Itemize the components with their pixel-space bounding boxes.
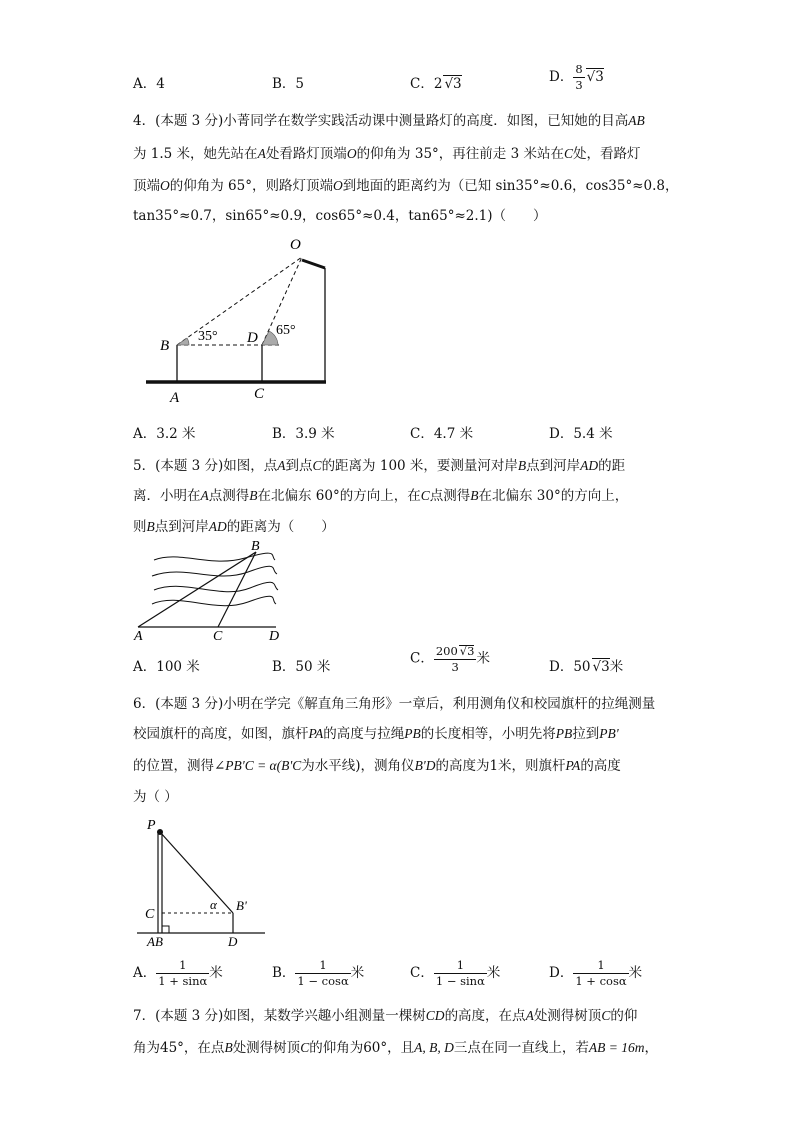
- q4-option-c: C．4.7 米: [410, 426, 474, 442]
- label-b: B: [160, 338, 170, 354]
- q4-option-a: A．3.2 米: [133, 426, 196, 442]
- q6-line-3: 的位置，测得∠PB'C = α(B'C为水平线)，测角仪B'D的高度为1米，则旗杆PA的高度: [133, 758, 621, 774]
- label-d: D: [269, 629, 280, 644]
- q7-line-1: 7．(本题 3 分)如图，某数学兴趣小组测量一棵树CD的高度，在点A处测得树顶C的仰: [133, 1008, 638, 1024]
- q6-line-4: 为（ ）: [133, 789, 178, 805]
- q3-option-c: C．2 √3: [410, 76, 462, 92]
- q3-option-d: D． $\frac{8}{3}$ √3: [549, 62, 604, 92]
- q4-line-3: 顶端O的仰角为 65°，则路灯顶端O到地面的距离约为（已知 sin35°≈0.6，cos35°≈0.8，: [133, 178, 679, 194]
- q5-option-c: C． $\frac{200 √3}{3}$ 米: [410, 644, 490, 674]
- q6-line-2: 校园旗杆的高度，如图，旗杆PA的高度与拉绳PB的长度相等，小明先将PB拉到PB': [133, 726, 619, 742]
- label-o: O: [290, 237, 301, 253]
- river-wave-3: [154, 582, 278, 591]
- label-c: C: [213, 629, 223, 644]
- q5-line-1: 5．(本题 3 分)如图，点A到点C的距离为 100 米，要测量河对岸B点到河岸AD的距: [133, 458, 626, 474]
- label-d: D: [228, 934, 238, 949]
- q4-option-b: B．3.9 米: [272, 426, 335, 442]
- label-b-prime: B': [236, 898, 247, 913]
- q4-line-4: tan35°≈0.7，sin65°≈0.9，cos65°≈0.4，tan65°≈2.1)（ ）: [133, 208, 547, 224]
- line-cb: [218, 552, 256, 627]
- label-a: A: [134, 629, 143, 644]
- q3-option-a: A．4: [133, 76, 165, 92]
- q3-option-b: B．5: [272, 76, 305, 92]
- q4-figure: [140, 232, 340, 404]
- label-ab: AB: [147, 934, 163, 949]
- label-alpha: α: [210, 897, 217, 912]
- q6-option-d: D． $\frac{1}{1 + \cos\alpha}$ 米: [549, 958, 643, 988]
- q6-option-c: C． $\frac{1}{1 - \sin\alpha}$ 米: [410, 958, 501, 988]
- river-wave-4: [152, 596, 276, 605]
- q7-line-2: 角为45°，在点B处测得树顶C的仰角为60°，且A, B, D三点在同一直线上，若AB = 16m，: [133, 1040, 658, 1056]
- q4-option-d: D．5.4 米: [549, 426, 613, 442]
- q5-figure: [130, 538, 290, 646]
- q5-line-3: 则B点到河岸AD的距离为（ ）: [133, 519, 335, 535]
- label-angle-35: 35°: [198, 329, 218, 344]
- q6-figure: [135, 812, 275, 952]
- label-c: C: [145, 907, 155, 922]
- label-p: P: [147, 818, 156, 833]
- q6-option-b: B． $\frac{1}{1 - \cos\alpha}$ 米: [272, 958, 365, 988]
- rope-pb-prime: [160, 832, 233, 913]
- label-d: D: [247, 330, 258, 346]
- label-a: A: [170, 390, 180, 404]
- q5-option-d: D．50 √3米: [549, 659, 624, 675]
- angle-35-mark: [177, 338, 189, 345]
- q6-option-a: A． $\frac{1}{1 + \sin\alpha}$ 米: [133, 958, 223, 988]
- q6-line-1: 6．(本题 3 分)小明在学完《解直角三角形》一章后，利用测角仪和校园旗杆的拉绳测量: [133, 696, 656, 712]
- q4-line-2: 为 1.5 米，她先站在A处看路灯顶端O的仰角为 35°，再往前走 3 米站在C处，看路灯: [133, 146, 641, 162]
- river-wave-1: [154, 553, 275, 561]
- label-angle-65: 65°: [276, 323, 296, 338]
- q5-option-a: A．100 米: [133, 659, 200, 675]
- label-c: C: [254, 386, 265, 402]
- q5-option-b: B．50 米: [272, 659, 331, 675]
- lamp-head: [302, 260, 325, 268]
- q5-line-2: 离．小明在A点测得B在北偏东 60°的方向上，在C点测得B在北偏东 30°的方向上，: [133, 488, 629, 504]
- river-wave-2: [152, 566, 277, 576]
- label-b: B: [251, 539, 260, 554]
- q4-line-1: 4．(本题 3 分)小菁同学在数学实践活动课中测量路灯的高度．如图，已知她的目高AB: [133, 113, 645, 129]
- right-angle-mark: [162, 926, 169, 933]
